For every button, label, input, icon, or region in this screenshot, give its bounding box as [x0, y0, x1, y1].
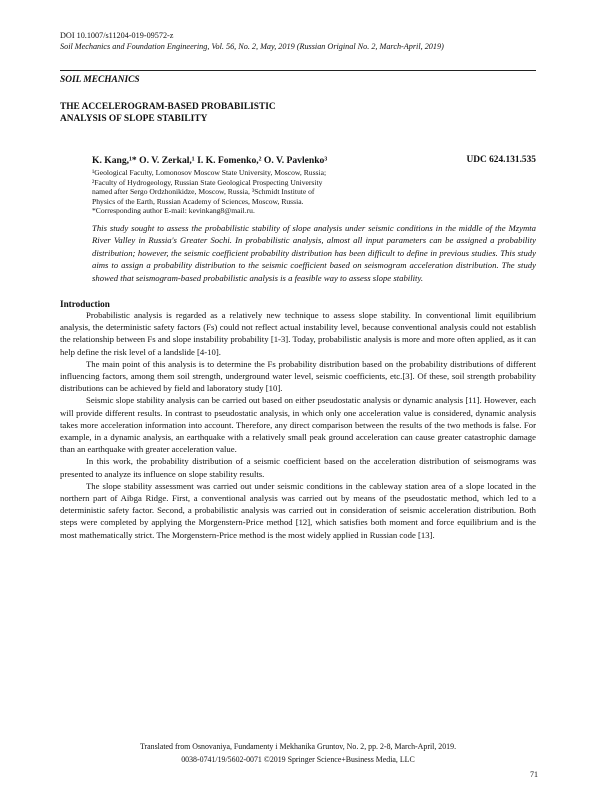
author-list: K. Kang,¹* O. V. Zerkal,¹ I. K. Fomenko,² O. V. Pavlenko³ [92, 155, 328, 166]
body-paragraph: Probabilistic analysis is regarded as a relatively new technique to assess slope stability. In conventional limit equilibrium analysis, the deterministic safety factors (Fs) could not reflect actual instability level, because conventional analysis could not establish the relationship between Fs and slope instability probability [1-3]. Today, probabilistic analysis is more and more often applied, as it can help define the risk level of a landslide [4-10]. [60, 310, 536, 357]
affiliation-line: Physics of the Earth, Russian Academy of Sciences, Moscow, Russia. [92, 196, 304, 206]
section-label: SOIL MECHANICS [60, 75, 140, 85]
affiliation-line: ¹Geological Faculty, Lomonosov Moscow State University, Moscow, Russia; [92, 168, 327, 177]
body-paragraph: Seismic slope stability analysis can be carried out based on either pseudostatic analysis or dynamic analysis [11]. However, each will provide different results. In contrast to pseudostatic analysis, in which only one acceleration value is considered, dynamic analysis takes more acceleration information into account. Therefore, any direct comparison between the results of the two methods is false. For example, in a dynamic analysis, an earthquake with a relatively small peak ground acceleration can cause greater catastrophic damage than an earthquake with greater acceleration value. [60, 395, 536, 455]
translation-note: Translated from Osnovaniya, Fundamenty i Mekhanika Gruntov, No. 2, pp. 2-8, March-April, 2019. [139, 742, 457, 751]
body-paragraph: The slope stability assessment was carried out under seismic conditions in the cableway station area of a slope located in the northern part of Aibga Ridge. First, a conventional analysis was carried out by means of the pseudostatic method, which led to a deterministic safety factor. Second, a probabilistic analysis was carried out in consideration of seismic acceleration distribution. Both steps were completed by applying the Morgenstern-Price method [12], which satisfies both moment and force equilibrium and is the most mathematically strict. The Morgenstern-Price method is the most widely applied in Russian code [13]. [60, 480, 536, 540]
header-rule [60, 70, 536, 71]
udc-code: UDC 624.131.535 [466, 155, 536, 165]
abstract: This study sought to assess the probabilistic stability of slope analysis under seismic conditions in the middle of the Mzymta River Valley in Russia's Greater Sochi. In probabilistic analysis, almost all input parameters can be assigned a probability distribution; however, the seismic coefficient probability distribution has been difficult to define in previous studies. This study aims to assign a probability distribution to the seismic coefficient based on seismogram acceleration distribution. The study showed that seismogram-based probabilistic analysis is a feasible way to assess slope stability. [92, 222, 536, 283]
authors-block [92, 155, 536, 216]
doi-line: DOI 10.1007/s11204-019-09572-z [60, 31, 174, 40]
affiliations [92, 168, 402, 216]
title-line-1: THE ACCELEROGRAM-BASED PROBABILISTIC [60, 102, 276, 112]
body-paragraph: In this work, the probability distribution of a seismic coefficient based on the acceleration distribution of seismograms was presented to analyze its influence on slope stability results. [60, 456, 536, 479]
page-number: 71 [530, 770, 538, 779]
affiliation-line: ²Faculty of Hydrogeology, Russian State Geological Prospecting University [92, 177, 323, 187]
affiliation-line: named after Sergo Ordzhonikidze, Moscow, Russia, ³Schmidt Institute of [92, 187, 315, 197]
section-heading-introduction: Introduction [60, 299, 110, 309]
article-title [60, 101, 536, 125]
title-line-2: ANALYSIS OF SLOPE STABILITY [60, 114, 208, 124]
issn-text: 0038-0741/19/5602-0071 ©2019 Springer Science+Business Media, LLC [181, 755, 415, 764]
article-page [60, 30, 538, 779]
journal-citation: Soil Mechanics and Foundation Engineering, Vol. 56, No. 2, May, 2019 (Russian Original No. 2, March-April, 2019) [60, 42, 444, 51]
body-paragraph: The main point of this analysis is to determine the Fs probability distribution based on the probability distributions of different influencing factors, among them soil strength, underground water level, seismic coefficients, etc.[3]. Of these, soil strength probability distributions can be achieved by field and laboratory study [10]. [60, 358, 536, 394]
page-footer [60, 740, 538, 779]
affiliation-line: *Corresponding author E-mail: kevinkang8@mail.ru. [92, 206, 255, 216]
issn-copyright [60, 753, 538, 779]
